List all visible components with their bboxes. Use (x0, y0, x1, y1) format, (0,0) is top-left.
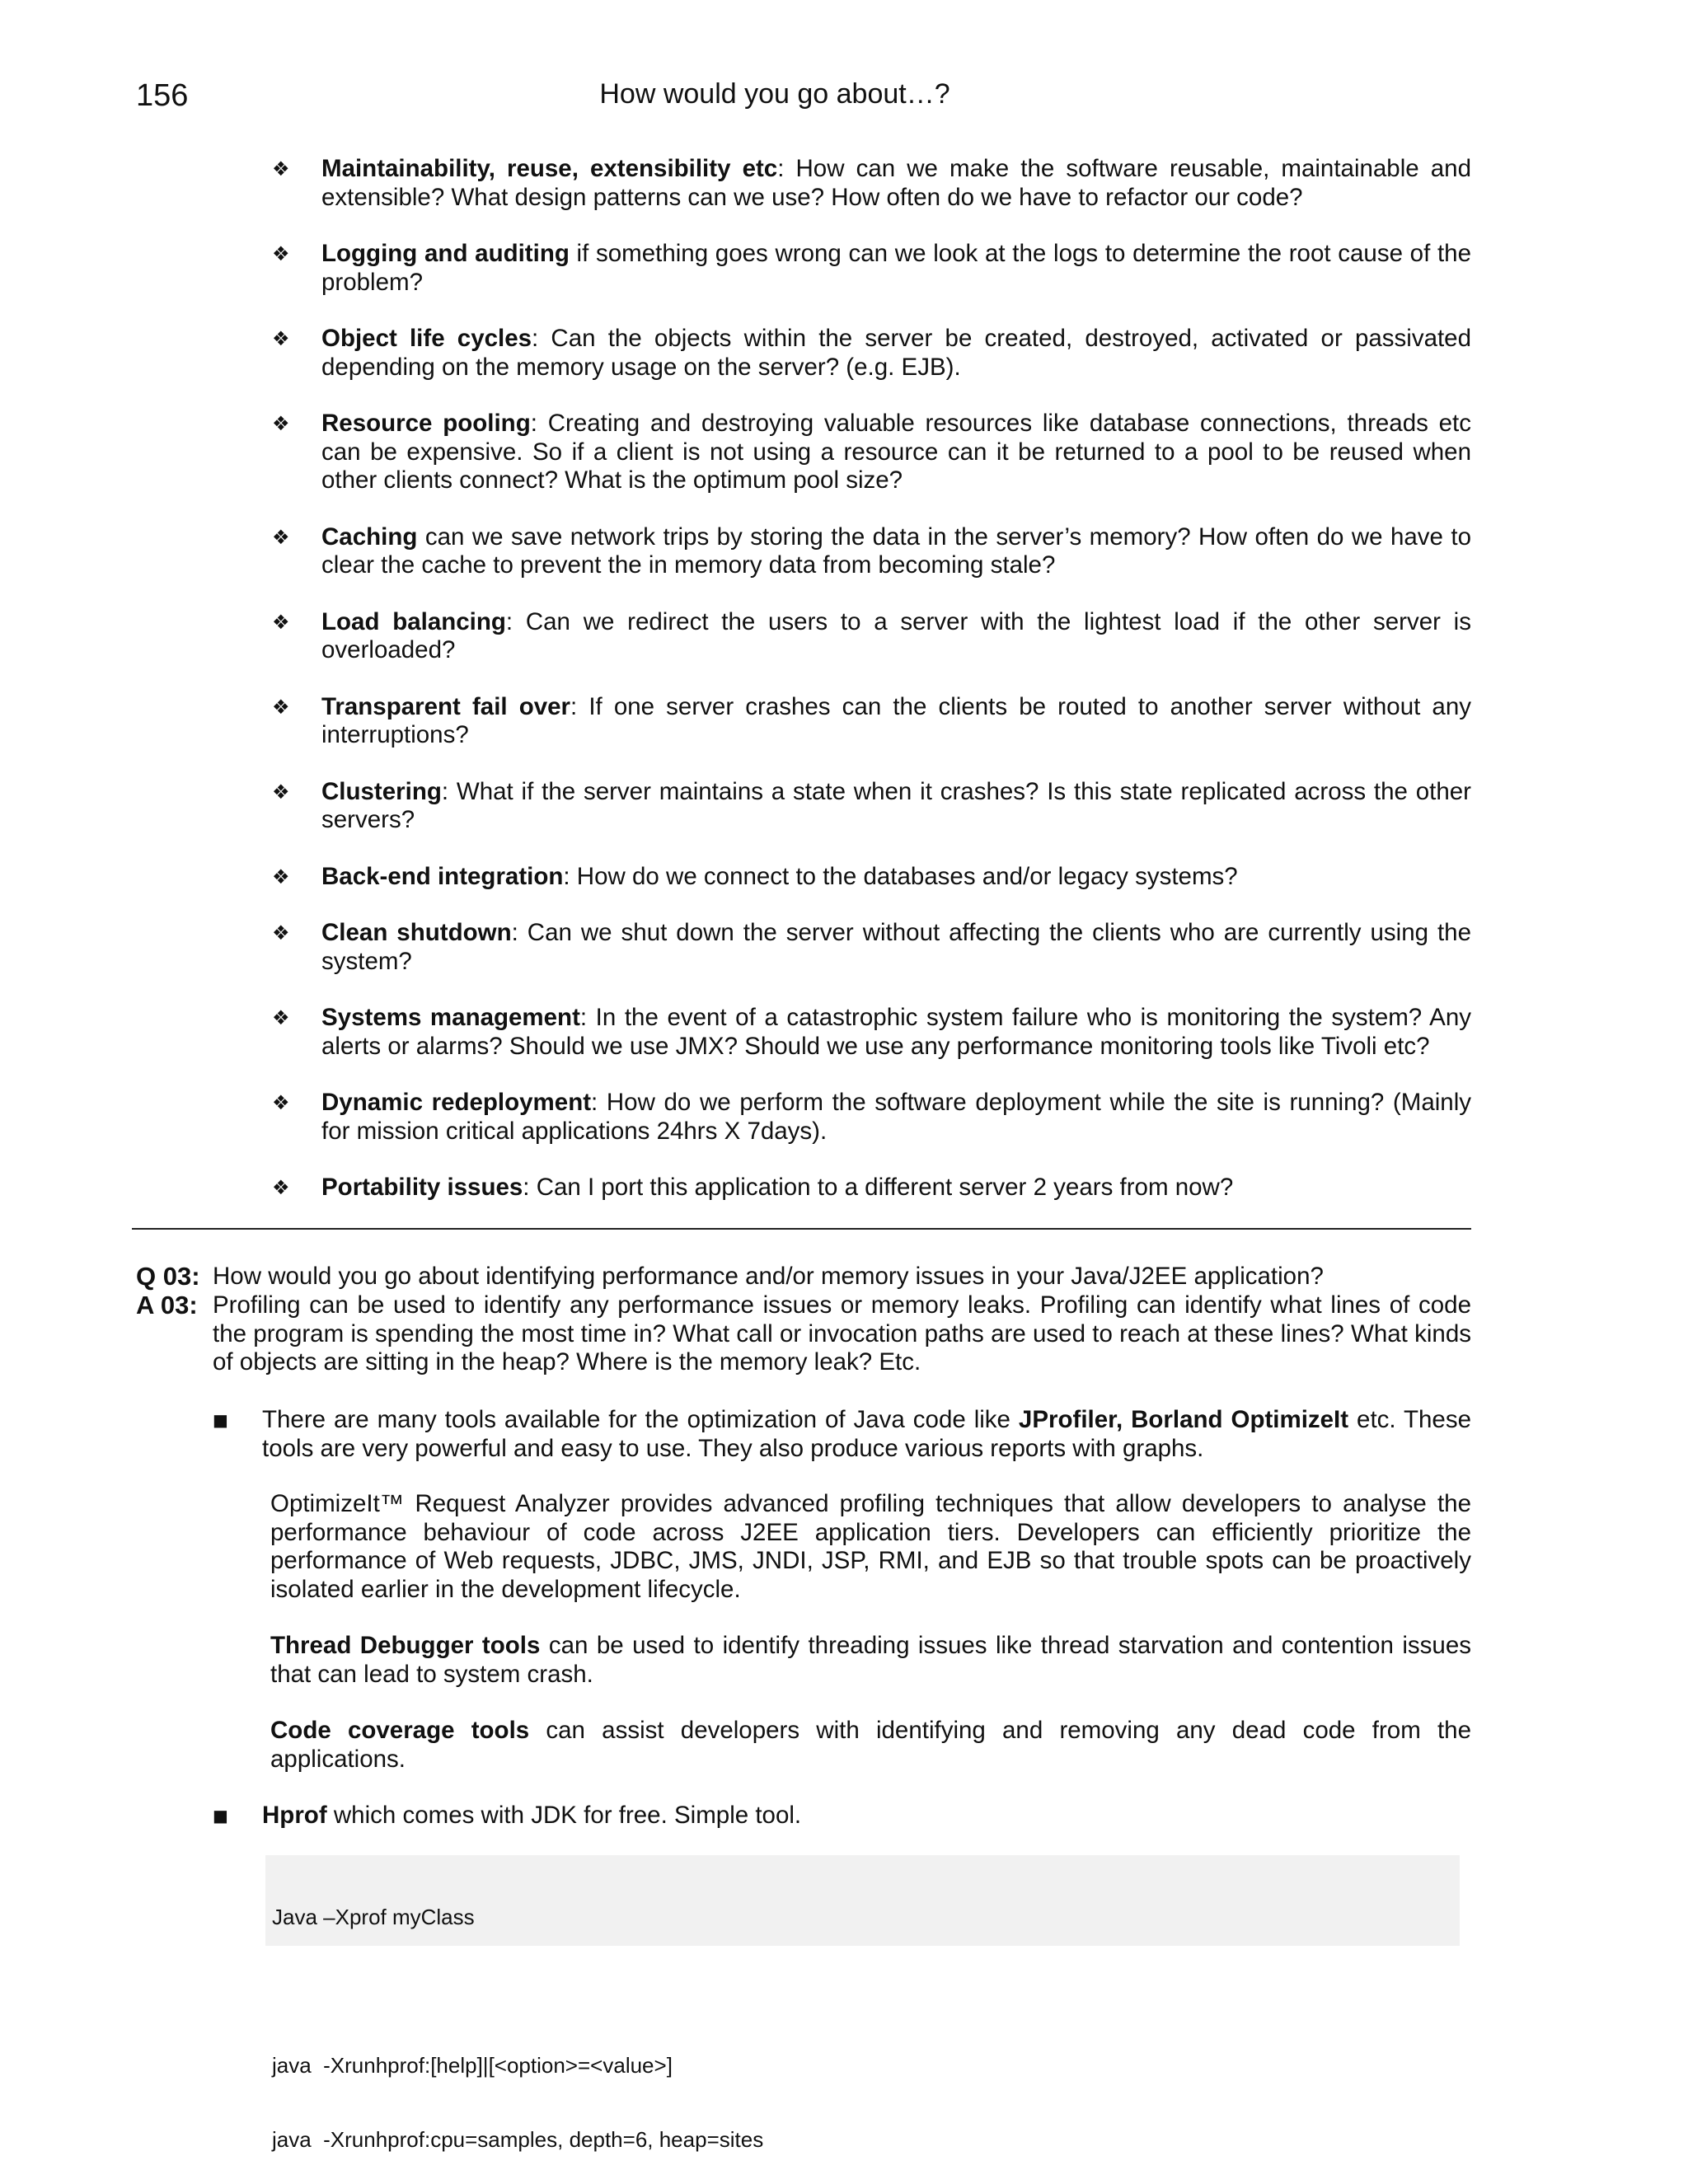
diamond-bullet-icon: ❖ (272, 780, 290, 804)
hprof-term: Hprof (262, 1802, 327, 1829)
diamond-bullet-icon: ❖ (272, 695, 290, 719)
list-item (272, 1089, 1471, 1146)
item-term: Back-end integration (321, 862, 564, 890)
code-block (265, 1855, 1460, 2152)
consideration-list (272, 155, 1471, 1230)
question-label: Q 03: (136, 1262, 200, 1291)
thread-debugger-paragraph (270, 1632, 1471, 1689)
list-item (272, 608, 1471, 665)
hprof-description: which comes with JDK for free. Simple tool. (326, 1802, 802, 1829)
item-text: : Creating and destroying valuable resources like database connections, threads etc can be expensive. So if a client is not using a resource can it be returned to a pool to be reused when other clients connect? What is the optimum pool size? (321, 410, 1472, 494)
item-text: : Can we redirect the users to a server with the lightest load if the other server is overloaded? (321, 607, 1471, 663)
thread-text: can be used to identify threading issues like thread starvation and contention issues that can lead to system crash. (270, 1632, 1472, 1688)
list-item (272, 240, 1471, 297)
item-term: Maintainability, reuse, extensibility etc (321, 155, 778, 182)
diamond-bullet-icon: ❖ (272, 1006, 290, 1029)
item-term: Object life cycles (321, 325, 532, 352)
item-text: : How do we connect to the databases and/or legacy systems? (563, 862, 1238, 890)
list-item (272, 1004, 1471, 1061)
item-term: Portability issues (321, 1174, 523, 1201)
item-text: : Can we shut down the server without affecting the clients who are currently using the system? (321, 919, 1471, 975)
item-text: : If one server crashes can the clients be routed to another server without any interruptions? (321, 692, 1471, 748)
thread-term: Thread Debugger tools (270, 1632, 541, 1659)
item-text: : What if the server maintains a state when it crashes? Is this state replicated across the other servers? (321, 777, 1471, 833)
tools-text (262, 1406, 1471, 1463)
diamond-bullet-icon: ❖ (272, 921, 290, 944)
code-line: Java –Xprof myClass (272, 1905, 475, 1929)
item-term: Transparent fail over (321, 692, 571, 720)
list-item (272, 410, 1471, 495)
diamond-bullet-icon: ❖ (272, 610, 290, 634)
code-line: java -Xrunhprof:cpu=samples, depth=6, heap=sites (272, 2127, 764, 2152)
square-bullet-icon: ■ (213, 1410, 228, 1430)
square-bullet-icon: ■ (213, 1806, 228, 1825)
diamond-bullet-icon: ❖ (272, 865, 290, 888)
list-item (272, 693, 1471, 750)
list-item (272, 863, 1471, 892)
item-term: Clean shutdown (321, 919, 512, 946)
page-number: 156 (136, 78, 189, 113)
question-text: How would you go about identifying performance and/or memory issues in your Java/J2EE application? (213, 1263, 1324, 1290)
coverage-term: Code coverage tools (270, 1717, 530, 1744)
answer-text: Profiling can be used to identify any performance issues or memory leaks. Profiling can identify what lines of code the program is spending the most time in? What call or invocation paths are used to reach at these lines? What kinds of objects are sitting in the heap? Where is the memory leak? Etc. (213, 1291, 1471, 1376)
item-term: Resource pooling (321, 410, 531, 437)
list-item (272, 523, 1471, 580)
item-term: Systems management (321, 1004, 580, 1031)
diamond-bullet-icon: ❖ (272, 327, 290, 350)
list-item (272, 919, 1471, 976)
answer-label: A 03: (136, 1291, 198, 1319)
item-text: can we save network trips by storing the data in the server’s memory? How often do we have to clear the cache to prevent the in memory data from becoming stale? (321, 523, 1471, 579)
code-coverage-paragraph (270, 1717, 1471, 1774)
item-text: : Can the objects within the server be created, destroyed, activated or passivated depending on the memory usage on the server? (e.g. EJB). (321, 325, 1471, 381)
list-item (272, 1174, 1471, 1202)
running-header: How would you go about…? (599, 78, 950, 110)
diamond-bullet-icon: ❖ (272, 157, 290, 180)
code-line (272, 1979, 1460, 2004)
item-term: Caching (321, 523, 418, 551)
list-item (272, 155, 1471, 212)
code-line: java -Xrunhprof:[help]|[<option>=<value>] (272, 2053, 673, 2078)
list-item (272, 325, 1471, 382)
tools-text-before: There are many tools available for the optimization of Java code like (262, 1406, 1019, 1433)
hprof-text (262, 1802, 1471, 1830)
diamond-bullet-icon: ❖ (272, 1176, 290, 1199)
item-text: : How do we perform the software deployment while the site is running? (Mainly for mission critical applications 24hrs X 7days). (321, 1089, 1471, 1145)
item-text: : Can I port this application to a different server 2 years from now? (523, 1174, 1234, 1201)
question-block (136, 1263, 1471, 1291)
answer-block (136, 1291, 1471, 1377)
tools-names: JProfiler, Borland OptimizeIt (1018, 1406, 1349, 1433)
item-text: : In the event of a catastrophic system failure who is monitoring the system? Any alerts or alarms? Should we use JMX? Should we use any performance monitoring tools like Tivoli etc? (321, 1004, 1471, 1060)
tools-list-item (213, 1406, 1471, 1463)
list-item (272, 778, 1471, 835)
diamond-bullet-icon: ❖ (272, 242, 290, 265)
tools-text-after: etc. These tools are very powerful and easy to use. They also produce various reports with graphs. (262, 1406, 1471, 1462)
diamond-bullet-icon: ❖ (272, 525, 290, 549)
item-term: Logging and auditing (321, 240, 570, 267)
diamond-bullet-icon: ❖ (272, 412, 290, 435)
hprof-list-item (213, 1802, 1471, 1830)
section-divider (132, 1228, 1471, 1230)
diamond-bullet-icon: ❖ (272, 1091, 290, 1114)
item-text: if something goes wrong can we look at the logs to determine the root cause of the problem? (321, 240, 1471, 296)
item-text: : How can we make the software reusable, maintainable and extensible? What design patterns can we use? How often do we have to refactor our code? (321, 155, 1471, 211)
item-term: Load balancing (321, 607, 506, 635)
coverage-text: can assist developers with identifying and removing any dead code from the applications. (270, 1717, 1471, 1773)
item-term: Clustering (321, 777, 442, 805)
optimizeit-paragraph: OptimizeIt™ Request Analyzer provides advanced profiling techniques that allow developers to analyse the performance behaviour of code across J2EE application tiers. Developers can efficiently prioritize the performance of Web requests, JDBC, JMS, JNDI, JSP, RMI, and EJB so that trouble spots can be proactively isolated earlier in the development lifecycle. (270, 1490, 1471, 1603)
item-term: Dynamic redeployment (321, 1089, 592, 1116)
